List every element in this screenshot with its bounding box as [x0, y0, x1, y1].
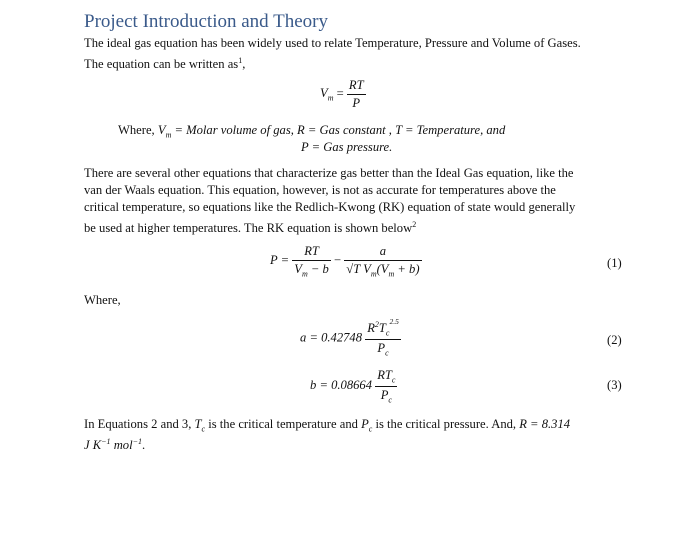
eq3-label: (3) — [607, 378, 622, 392]
eq2-fraction — [365, 317, 401, 358]
r-value: R = 8.314 — [519, 417, 571, 431]
eq1-den-1: $V_m - b$ — [294, 262, 329, 279]
para2-line-3: critical temperature, so equations like the Redlich-Kwong (RK) equation of state would generally — [84, 200, 576, 214]
closing-line-1: In Equations 2 and 3, $T_c$ is the critical temperature and $P_c$ is the critical pressure. And, R = 8.314 — [84, 417, 571, 434]
where-definitions: = Molar volume of gas, R = Gas constant , T = Temperature, and — [171, 123, 506, 137]
intro-comma: , — [242, 57, 246, 72]
eq2-num: $R^2T_c^{2.5}$ — [367, 317, 399, 338]
intro-line-1: The ideal gas equation has been widely used to relate Temperature, Pressure and Volume of Gases. — [84, 36, 581, 50]
eq1-fraction-2 — [344, 244, 421, 279]
eq3-fraction — [375, 368, 397, 404]
where-prefix: Where, — [118, 123, 158, 137]
para2-line-4: be used at higher temperatures. The RK equation is shown below$^2$ — [84, 220, 417, 236]
eq1-lhs: P = — [270, 253, 290, 268]
eq1-num-2: a — [344, 244, 421, 261]
eq2-label: (2) — [607, 333, 622, 347]
ideal-gas-equation — [320, 78, 366, 111]
eq-fraction — [347, 78, 366, 111]
rk-equation — [270, 244, 422, 279]
eq1-fraction-1 — [292, 244, 331, 279]
pc-symbol: $P_c$ — [361, 417, 373, 434]
eq3-num: $RT_c$ — [377, 368, 396, 385]
eq1-den-2: √T $V_m(V_m + b)$ — [346, 262, 420, 279]
intro-line-2 — [84, 52, 245, 73]
eq-numerator: RT — [347, 78, 366, 95]
para2-line-1: There are several other equations that characterize gas better than the Ideal Gas equation, like the — [84, 166, 574, 180]
eq1-label: (1) — [607, 256, 622, 270]
where-label: Where, — [84, 293, 121, 307]
eq3-den: $P_c$ — [380, 387, 392, 405]
footnote-ref-2: 2 — [412, 220, 417, 229]
eq2-lhs: a = 0.42748 — [300, 330, 363, 345]
intro-text: The equation can be written as — [84, 57, 239, 72]
closing-line-2: J $K^{-1}$ mol$^{-1}$. — [84, 437, 146, 453]
section-heading: Project Introduction and Theory — [84, 11, 328, 32]
where-definitions-line-2: P = Gas pressure. — [301, 140, 393, 154]
tc-symbol: $T_c$ — [194, 417, 206, 434]
eq1-minus: − — [334, 253, 342, 268]
eq2-a — [300, 317, 401, 358]
eq-vm: $V_m$ — [320, 86, 334, 103]
eq3-b — [310, 368, 397, 404]
eq-equals: = — [336, 86, 344, 101]
eq-denominator: P — [352, 96, 361, 110]
footnote-ref-1: 1 — [238, 56, 243, 65]
where-vm: $V_m$ — [157, 123, 172, 140]
eq2-den: $P_c$ — [377, 340, 389, 358]
eq1-num-1: RT — [292, 244, 331, 261]
eq3-lhs: b = 0.08664 — [310, 377, 373, 392]
para2-line-2: van der Waals equation. This equation, however, is not as accurate for temperatures above the — [84, 183, 556, 197]
